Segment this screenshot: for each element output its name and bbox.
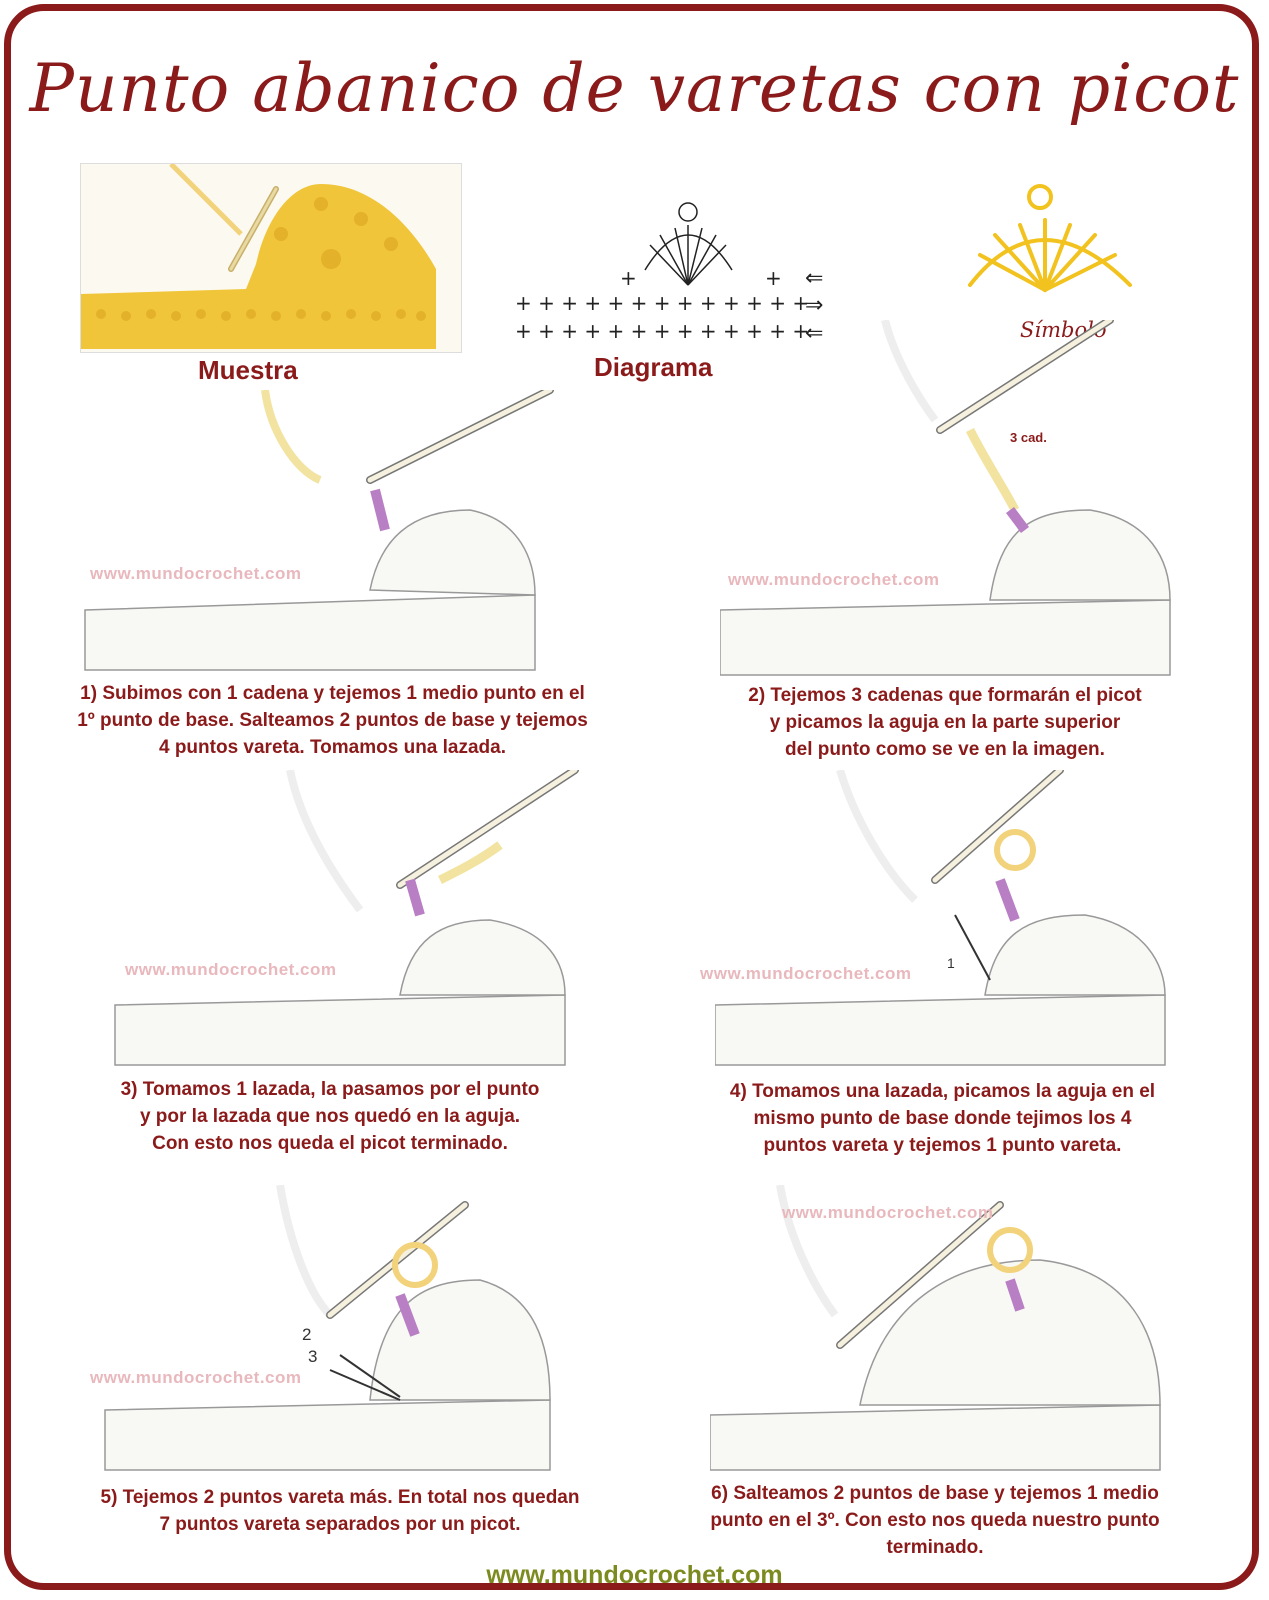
step6-illustration [710, 1185, 1170, 1475]
step2-illustration [720, 320, 1180, 680]
step-2-text [670, 682, 1220, 763]
step4-illustration [715, 770, 1175, 1070]
annotation-3-cad: 3 cad. [1010, 430, 1047, 445]
step-3-line-3: Con esto nos queda el picot terminado. [152, 1133, 508, 1154]
stitch-symbol [950, 175, 1150, 305]
step-6-line-3: terminado. [886, 1537, 984, 1558]
caption-muestra: Muestra [198, 355, 298, 385]
svg-text:⇒: ⇒ [805, 293, 824, 318]
watermark-2: www.mundocrochet.com [728, 570, 940, 589]
step-1-text [20, 680, 645, 761]
step-5-line-1: 5) Tejemos 2 puntos vareta más. En total nos quedan [100, 1487, 580, 1508]
annotation-arrow-2: 2 [302, 1325, 312, 1344]
step3-illustration [110, 770, 580, 1070]
caption-diagrama: Diagrama [594, 352, 713, 382]
step-1-line-3: 4 puntos vareta. Tomamos una lazada. [158, 737, 507, 758]
watermark-3: www.mundocrochet.com [125, 960, 337, 979]
watermark-4: www.mundocrochet.com [700, 964, 912, 983]
step-1-line-1: 1) Subimos con 1 cadena y tejemos 1 medio punto en el [80, 683, 585, 704]
step-6-line-1: 6) Salteamos 2 puntos de base y tejemos 1 medio [711, 1483, 1159, 1504]
step-5-line-2: 7 puntos vareta separados por un picot. [159, 1514, 521, 1535]
svg-text:+: + [765, 266, 782, 290]
step-3-line-2: y por la lazada que nos quedó en la aguja. [139, 1106, 521, 1127]
step-6-text [645, 1480, 1225, 1561]
step-4-line-2: mismo punto de base donde tejimos los 4 [753, 1108, 1132, 1129]
page-title: Punto abanico de varetas con picot [29, 50, 1240, 127]
step5-illustration [80, 1185, 580, 1475]
footer-url[interactable]: www.mundocrochet.com [486, 1561, 783, 1589]
svg-text:+ + + + + + + + + + + + +: + + + + + + + + + + + + + [515, 319, 810, 343]
watermark-1: www.mundocrochet.com [90, 564, 302, 583]
step-4-text [665, 1078, 1220, 1159]
step-5-text [40, 1484, 640, 1538]
step-2-line-2: y picamos la aguja en la parte superior [769, 712, 1121, 733]
svg-text:⇐: ⇐ [805, 321, 824, 346]
svg-text:+: + [620, 266, 637, 290]
step-4-line-1: 4) Tomamos una lazada, picamos la aguja en el [729, 1081, 1156, 1102]
step-6-line-2: punto en el 3º. Con esto nos queda nuestro punto [710, 1510, 1160, 1531]
annotation-arrow-3: 3 [308, 1347, 318, 1366]
step-3-line-1: 3) Tomamos 1 lazada, la pasamos por el punto [120, 1079, 540, 1100]
step-2-line-3: del punto como se ve en la imagen. [785, 739, 1105, 760]
step-2-line-1: 2) Tejemos 3 cadenas que formarán el picot [748, 685, 1142, 706]
caption-simbolo: Símbolo [1020, 318, 1107, 342]
step1-illustration [80, 390, 560, 675]
watermark-6: www.mundocrochet.com [782, 1203, 994, 1222]
step-3-text [50, 1076, 610, 1157]
sample-photo [80, 163, 462, 353]
watermark-5: www.mundocrochet.com [90, 1368, 302, 1387]
step-1-line-2: 1º punto de base. Salteamos 2 puntos de base y tejemos [77, 710, 588, 731]
svg-text:⇐: ⇐ [805, 266, 824, 291]
annotation-arrow-1: 1 [947, 955, 955, 971]
svg-text:+ + + + + + + + + + + + +: + + + + + + + + + + + + + [515, 291, 810, 315]
step-4-line-3: puntos vareta y tejemos 1 punto vareta. [763, 1135, 1122, 1156]
